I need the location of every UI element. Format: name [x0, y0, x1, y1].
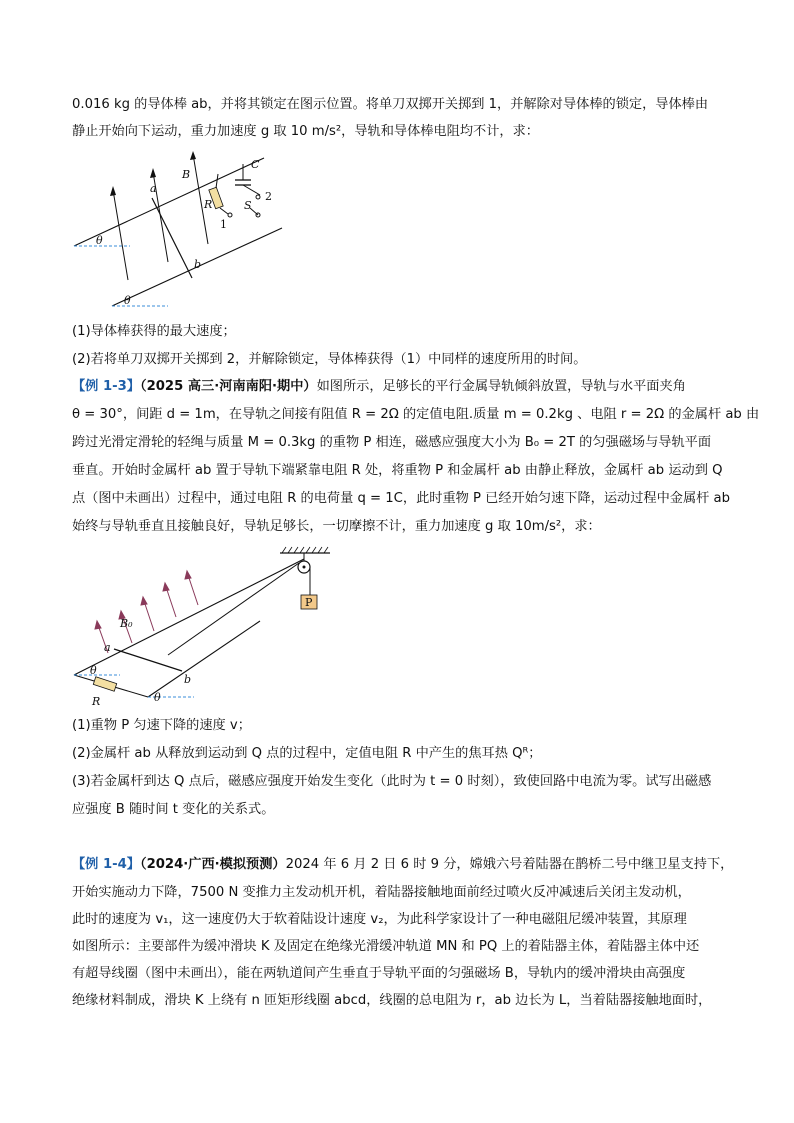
question-3-cont: 应强度 B 随时间 t 变化的关系式。 — [72, 802, 275, 817]
question-3: (3)若金属杆到达 Q 点后，磁感应强度开始发生变化（此时为 t = 0 时刻），致使回路中电流为零。试写出磁感 — [72, 774, 712, 789]
paragraph-line: 绝缘材料制成，滑块 K 上绕有 n 匝矩形线圈 abcd，线圈的总电阻为 r，ab 边长为 L，当着陆器接触地面时， — [72, 993, 712, 1008]
question-1: (1)导体棒获得的最大速度； — [72, 324, 236, 339]
paragraph-line: 跨过光滑定滑轮的轻绳与质量 M = 0.3kg 的重物 P 相连，磁感应强度大小为 B₀ = 2T 的匀强磁场与导轨平面 — [72, 435, 712, 450]
label-theta-bottom: θ — [124, 294, 131, 307]
example-text: 2024 年 6 月 2 日 6 时 9 分，嫦娥六号着陆器在鹊桥二号中继卫星支持下， — [285, 857, 734, 872]
label-a: a — [150, 182, 157, 195]
paragraph-line: 静止开始向下运动，重力加速度 g 取 10 m/s²，导轨和导体棒电阻均不计，求： — [72, 124, 539, 139]
label-a: a — [104, 641, 111, 654]
label-b: b — [194, 258, 202, 271]
label-C: C — [251, 158, 260, 171]
question-2: (2)金属杆 ab 从释放到运动到 Q 点的过程中，定值电阻 R 中产生的焦耳热 Qᴿ； — [72, 746, 542, 761]
question-2: (2)若将单刀双掷开关掷到 2，并解除锁定，导体棒获得（1）中同样的速度所用的时间。 — [72, 352, 587, 367]
question-1: (1)重物 P 匀速下降的速度 v； — [72, 718, 251, 733]
example-source: （2025 高三·河南南阳·期中） — [139, 379, 317, 394]
paragraph-line: 0.016 kg 的导体棒 ab，并将其锁定在图示位置。将单刀双掷开关掷到 1，并解除对导体棒的锁定，导体棒由 — [72, 97, 709, 112]
label-R: R — [92, 695, 101, 708]
paragraph-line: 有超导线圈（图中未画出），能在两轨道间产生垂直于导轨平面的匀强磁场 B，导轨内的缓冲滑块由高强度 — [72, 966, 686, 981]
paragraph-line: 此时的速度为 v₁，这一速度仍大于软着陆设计速度 v₂，为此科学家设计了一种电磁阻尼缓冲装置，其原理 — [72, 912, 687, 927]
figure-inclined-rails-circuit — [68, 150, 288, 315]
label-S: S — [244, 199, 252, 212]
paragraph-line: 点（图中未画出）过程中，通过电阻 R 的电荷量 q = 1C，此时重物 P 已经开始匀速下降，运动过程中金属杆 ab — [72, 491, 730, 506]
label-B0: B₀ — [120, 617, 133, 630]
label-B: B — [182, 168, 191, 181]
paragraph-line: θ = 30°，间距 d = 1m，在导轨之间接有阻值 R = 2Ω 的定值电阻.质量 m = 0.2kg 、电阻 r = 2Ω 的金属杆 ab 由 — [72, 407, 760, 422]
label-2: 2 — [265, 190, 272, 203]
example-1-4-heading — [72, 855, 733, 875]
label-1: 1 — [220, 218, 227, 231]
paragraph-line: 始终与导轨垂直且接触良好，导轨足够长，一切摩擦不计，重力加速度 g 取 10m/s²，求： — [72, 519, 601, 534]
example-text: 如图所示，足够长的平行金属导轨倾斜放置，导轨与水平面夹角 — [316, 379, 686, 394]
label-b: b — [184, 673, 192, 686]
figure-incline-pulley — [68, 545, 338, 715]
label-theta-left: θ — [90, 664, 97, 677]
example-source: （2024·广西·模拟预测） — [139, 857, 286, 872]
example-1-3-heading — [72, 377, 686, 397]
example-tag: 【例 1-3】 — [72, 379, 140, 394]
label-theta-right: θ — [154, 691, 161, 704]
paragraph-line: 开始实施动力下降，7500 N 变推力主发动机开机，着陆器接触地面前经过喷火反冲减速后关闭主发动机， — [72, 885, 691, 900]
paragraph-line: 垂直。开始时金属杆 ab 置于导轨下端紧靠电阻 R 处，将重物 P 和金属杆 ab 由静止释放，金属杆 ab 运动到 Q — [72, 463, 723, 478]
label-theta-top: θ — [96, 234, 103, 247]
label-P: P — [305, 596, 313, 609]
label-R: R — [204, 198, 213, 211]
paragraph-line: 如图所示：主要部件为缓冲滑块 K 及固定在绝缘光滑缓冲轨道 MN 和 PQ 上的着陆器主体，着陆器主体中还 — [72, 939, 700, 954]
example-tag: 【例 1-4】 — [72, 857, 140, 872]
